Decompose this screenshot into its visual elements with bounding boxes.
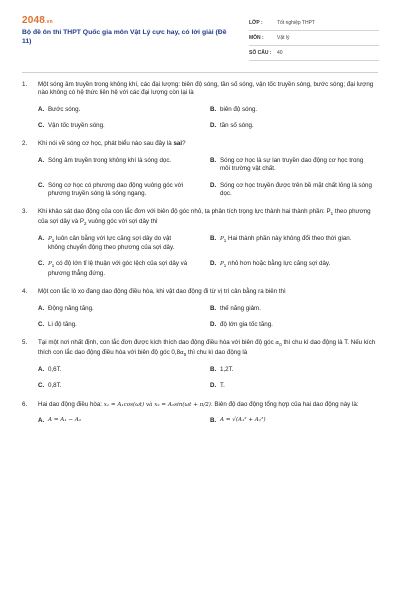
- option-text: Sóng âm truyền trong không khí là sóng dọc.: [48, 156, 172, 164]
- option-text: [220, 235, 378, 244]
- question-text-part: theo phương của sợi dây và P: [38, 208, 371, 225]
- option-text: A = A₁ − A₂: [48, 417, 82, 424]
- option-letter: B.: [210, 234, 217, 242]
- math-symbol: α: [180, 349, 184, 356]
- question-text-part: vuông góc với sợi dây thì: [86, 217, 158, 225]
- option-text: 1,2T.: [220, 365, 234, 373]
- option-text: [48, 260, 194, 278]
- option-letter: D.: [210, 320, 217, 328]
- meta-label: MÔN :: [249, 34, 264, 41]
- subscript: 0: [279, 342, 282, 348]
- option-text: biên độ sóng.: [220, 105, 258, 113]
- logo-sub: .vn: [45, 19, 53, 25]
- option-d[interactable]: [194, 260, 378, 278]
- option-d[interactable]: [194, 122, 378, 130]
- question-text: [38, 401, 378, 410]
- meta-row-class: [249, 16, 379, 31]
- subscript: 1: [223, 263, 227, 269]
- option-letter: A.: [38, 365, 45, 373]
- meta-row-count: [249, 46, 379, 61]
- option-letter: C.: [38, 181, 45, 189]
- question-5: [22, 339, 378, 390]
- option-a[interactable]: [22, 235, 194, 253]
- option-b[interactable]: [194, 235, 378, 253]
- question-2: [22, 140, 378, 198]
- option-letter: C.: [38, 260, 45, 268]
- math-symbol: P: [48, 261, 52, 268]
- math-symbol: P: [220, 261, 224, 268]
- question-number: 4.: [22, 288, 28, 296]
- question-text-part: Hai dao động điều hòa:: [38, 400, 104, 408]
- option-b[interactable]: [194, 366, 378, 374]
- option-b[interactable]: [194, 157, 378, 174]
- meta-value: 40: [277, 49, 283, 56]
- option-text: Sóng cơ học là sự lan truyền dao động cơ học trong môi trường vật chất.: [220, 156, 364, 173]
- option-letter: B.: [210, 156, 217, 164]
- option-text: tần số sóng.: [220, 122, 254, 130]
- question-4: [22, 288, 378, 329]
- option-text: Sóng cơ học có phương dao động vuông góc với phương truyền sóng là sóng ngang.: [48, 181, 183, 197]
- subscript: 2: [84, 220, 87, 226]
- question-text: [38, 339, 378, 358]
- option-text: độ lớn gia tốc tăng.: [220, 320, 273, 328]
- option-letter: A.: [38, 417, 45, 425]
- option-letter: D.: [210, 181, 217, 189]
- option-a[interactable]: [22, 366, 194, 374]
- question-text-part: thì chu kì dao động là T. Nếu kích thích con lắc dao động điều hòa với biên độ góc 0,8: [38, 339, 376, 356]
- option-d[interactable]: [194, 182, 378, 199]
- meta-label: LỚP :: [249, 19, 263, 26]
- options: [22, 366, 378, 391]
- question-number: 1.: [22, 81, 28, 88]
- option-text-part: nhỏ hơn hoặc bằng lực căng sợi dây.: [226, 260, 331, 268]
- option-letter: B.: [210, 304, 217, 312]
- option-text-part: có độ lớn tỉ lệ thuận với góc lệch của sợi dây và phương thẳng đứng.: [48, 260, 188, 277]
- option-b[interactable]: [194, 305, 378, 313]
- option-letter: C.: [38, 382, 45, 390]
- option-letter: A.: [38, 304, 45, 312]
- subscript: 1: [330, 211, 334, 217]
- option-c[interactable]: [22, 260, 194, 278]
- option-text: Sóng cơ học truyền được trên bề mặt chất lỏng là sóng dọc.: [220, 181, 372, 197]
- options: [22, 305, 378, 330]
- equation: x₁ = A₁cos(ωt) và x₂ = A₂sin(ωt + π/2): [103, 401, 211, 408]
- option-c[interactable]: [22, 182, 194, 199]
- option-letter: D.: [210, 382, 217, 390]
- site-logo[interactable]: [22, 14, 53, 28]
- option-letter: B.: [210, 105, 217, 113]
- option-text: 0,8T.: [48, 382, 62, 390]
- meta-info: [249, 16, 379, 61]
- option-text: [220, 260, 378, 269]
- option-a[interactable]: [22, 157, 194, 174]
- question-text-part: ?: [182, 140, 186, 148]
- options: [22, 417, 378, 425]
- option-a[interactable]: [22, 417, 194, 425]
- meta-row-subject: [249, 31, 379, 46]
- option-text: 0,6T.: [48, 365, 62, 373]
- options: [22, 235, 378, 278]
- option-letter: B.: [210, 417, 217, 425]
- meta-label: SỐ CÂU :: [249, 49, 272, 56]
- option-d[interactable]: [194, 382, 378, 390]
- math-symbol: P: [220, 235, 224, 242]
- option-a[interactable]: [22, 106, 194, 114]
- document-title: Bộ đề ôn thi THPT Quốc gia môn Vật Lý cực hay, có lời giải (Đề 11): [22, 29, 227, 45]
- meta-value: Tốt nghiệp THPT: [277, 19, 315, 26]
- options: [22, 106, 378, 131]
- meta-value: Vật lý: [277, 34, 290, 41]
- option-c[interactable]: [22, 122, 194, 130]
- options: [22, 157, 378, 198]
- question-text-part: thì chu kì dao động là: [186, 348, 248, 356]
- option-text: A = √(A₁² + A₂²): [220, 417, 266, 424]
- question-text: Một sóng âm truyền trong không khí, các đại lượng: biên độ sóng, tần số sóng, vận tốc truyền sóng, bước sóng; đại lượng nào không có hệ thức liên hệ với các đại lượng còn lại là: [38, 81, 374, 97]
- option-letter: B.: [210, 365, 217, 373]
- option-c[interactable]: [22, 321, 194, 329]
- option-letter: C.: [38, 320, 45, 328]
- question-text-part: Khi khảo sát dao động của con lắc đơn với biên độ góc nhỏ, ta phân tích trọng lực thành hai thành phần: P: [38, 208, 331, 216]
- option-letter: D.: [210, 122, 217, 130]
- emphasis-word: sai: [173, 140, 183, 148]
- option-b[interactable]: [194, 417, 378, 425]
- option-text: T.: [220, 382, 225, 390]
- question-number: 3.: [22, 208, 28, 216]
- header-divider: [22, 72, 378, 73]
- logo-main: 2048: [22, 15, 46, 26]
- question-1: [22, 81, 378, 130]
- question-list: [22, 81, 378, 435]
- math-symbol: α: [275, 340, 280, 347]
- option-text: Bước sóng.: [48, 105, 81, 113]
- question-text: [38, 140, 378, 148]
- question-6: [22, 401, 378, 426]
- math-symbol: P: [48, 235, 52, 242]
- question-text: [38, 208, 378, 227]
- question-text: Một con lắc lò xo đang dao động điều hòa, khi vật dao động đi từ vị trí cân bằng ra biên thì: [38, 288, 286, 296]
- option-letter: A.: [38, 105, 45, 113]
- option-text: [48, 235, 194, 253]
- question-text-part: Tại một nơi nhất định, con lắc đơn được kích thích dao động điều hòa với biên độ góc: [38, 339, 276, 347]
- option-c[interactable]: [22, 382, 194, 390]
- option-letter: C.: [38, 122, 45, 130]
- option-letter: A.: [38, 156, 45, 164]
- option-d[interactable]: [194, 321, 378, 329]
- subscript: 1: [51, 263, 55, 269]
- question-text-part: Khi nói về sóng cơ học, phát biểu nào sau đây là: [38, 140, 174, 148]
- option-text-part: luôn cân bằng với lực căng sợi dây do vật không chuyển động theo phương của sợi dây.: [48, 234, 175, 252]
- subscript: 1: [223, 238, 227, 244]
- subscript: 1: [51, 238, 55, 244]
- question-number: 5.: [22, 339, 28, 347]
- question-text-part: . Biên độ dao động tổng hợp của hai dao động này là:: [210, 400, 359, 408]
- question-number: 6.: [22, 400, 28, 408]
- option-text: Li độ tăng.: [48, 320, 77, 328]
- option-a[interactable]: [22, 305, 194, 313]
- option-letter: D.: [210, 260, 217, 268]
- question-number: 2.: [22, 140, 28, 148]
- option-text-part: Hai thành phần này không đổi theo thời gian.: [226, 234, 352, 242]
- option-text: thế năng giảm.: [220, 304, 261, 312]
- option-letter: A.: [38, 234, 45, 242]
- subscript: 0: [183, 351, 187, 357]
- question-3: [22, 208, 378, 278]
- option-b[interactable]: [194, 106, 378, 114]
- header: [22, 14, 378, 64]
- option-text: Động năng tăng.: [48, 304, 94, 312]
- option-text: Vận tốc truyền sóng.: [48, 122, 105, 130]
